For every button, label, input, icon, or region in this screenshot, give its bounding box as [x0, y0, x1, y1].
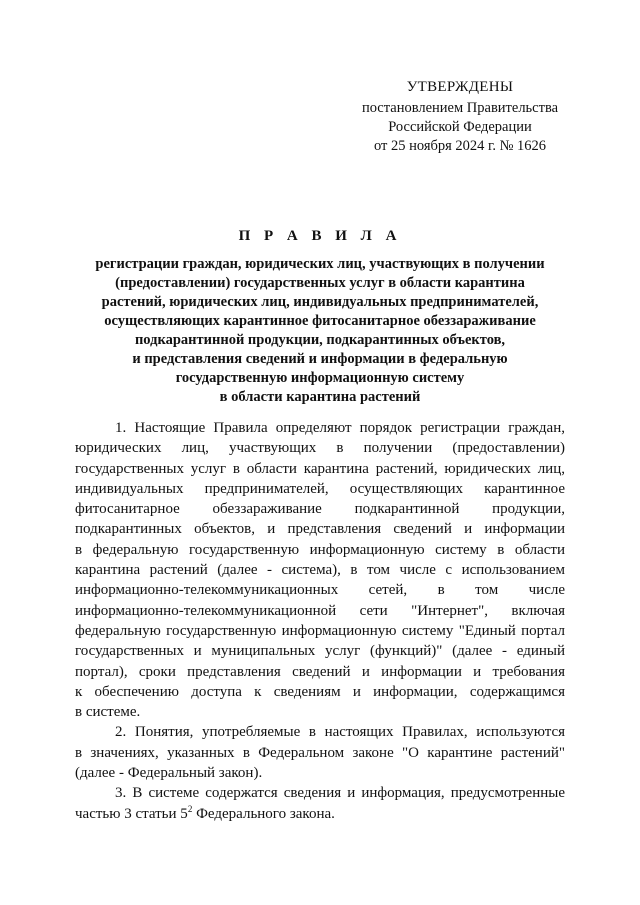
text-line: юридических лиц, участвующих в получении (предоставлении) — [75, 440, 565, 457]
text-line: фитосанитарное обеззараживание подкарантинной продукции, — [75, 501, 565, 518]
text-line: 2. Понятия, употребляемые в настоящих Правилах, используются — [115, 724, 565, 741]
approval-title: УТВЕРЖДЕНЫ — [406, 79, 514, 95]
rules-body — [75, 418, 565, 824]
text-line: индивидуальных предпринимателей, осуществляющих карантинное — [75, 480, 565, 497]
text-line: 3. В системе содержатся сведения и информация, предусмотренные — [115, 785, 565, 802]
text-fragment: частью 3 статьи 5 — [75, 805, 188, 822]
approval-line-1: постановлением Правительства — [361, 100, 559, 116]
text-line: (далее - Федеральный закон). — [75, 765, 263, 782]
approval-line-2: Российской Федерации — [388, 119, 532, 135]
text-line: подкарантинных объектов, и представления сведений и информации — [75, 521, 565, 538]
subtitle-line: осуществляющих карантинное фитосанитарное обеззараживание — [104, 313, 536, 329]
subtitle-line: (предоставлении) государственных услуг в области карантина — [115, 275, 525, 291]
text-line — [75, 804, 565, 824]
superscript: 2 — [187, 803, 193, 814]
paragraph-3 — [75, 783, 565, 824]
subtitle-line: государственную информационную систему — [175, 370, 465, 386]
paragraph-1 — [75, 418, 565, 722]
text-line: информационно-телекоммуникационной сети "Интернет", включая — [75, 602, 565, 619]
paragraph-2 — [75, 722, 565, 783]
text-line: к обеспечению доступа к сведениям и информации, содержащимся — [75, 683, 565, 700]
text-line: в федеральную государственную информационную систему в области — [75, 541, 565, 558]
text-line: государственных услуг в области карантина растений, юридических лиц, — [75, 460, 565, 477]
text-line: карантина растений (далее - система), в том числе с использованием — [75, 562, 565, 579]
approval-block — [330, 78, 590, 156]
subtitle-line: и представления сведений и информации в федеральную — [132, 351, 508, 367]
subtitle-line: в области карантина растений — [219, 389, 421, 405]
rules-title: П Р А В И Л А — [238, 228, 402, 244]
text-line: информационно-телекоммуникационных сетей, в том числе — [75, 582, 565, 599]
text-line: портал), сроки представления сведений и информации и требования — [75, 663, 565, 680]
text-line: федеральную государственную информационную систему "Единый портал — [75, 622, 565, 639]
subtitle-line: регистрации граждан, юридических лиц, участвующих в получении — [95, 256, 545, 272]
text-line: в системе. — [75, 704, 141, 721]
text-fragment: Федерального закона. — [192, 805, 335, 822]
subtitle-line: подкарантинной продукции, подкарантинных объектов, — [134, 332, 506, 348]
text-line: 1. Настоящие Правила определяют порядок регистрации граждан, — [115, 420, 565, 436]
rules-heading — [70, 228, 570, 407]
approval-line-3: от 25 ноября 2024 г. № 1626 — [373, 138, 547, 154]
text-line: государственных и муниципальных услуг (функций)" (далее - единый — [75, 643, 565, 660]
text-line: в значениях, указанных в Федеральном законе "О карантине растений" — [75, 744, 565, 761]
subtitle-line: растений, юридических лиц, индивидуальных предпринимателей, — [101, 294, 539, 310]
